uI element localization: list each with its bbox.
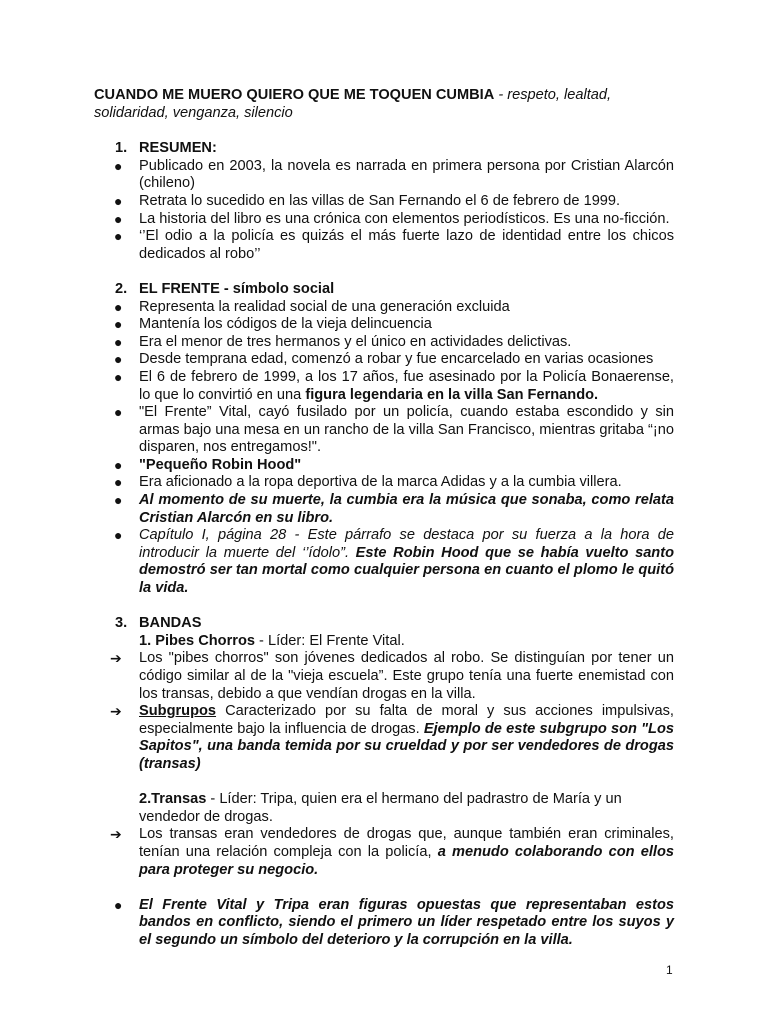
list-item bbox=[94, 351, 674, 369]
bullet-icon: ● bbox=[114, 368, 123, 385]
bullet-icon: ● bbox=[114, 192, 123, 209]
title-main: CUANDO ME MUERO QUIERO QUE ME TOQUEN CUMBIA bbox=[94, 87, 495, 103]
bullet-icon: ● bbox=[114, 351, 123, 368]
list-item-text: Era aficionado a la ropa deportiva de la marca Adidas y a la cumbia villera. bbox=[139, 474, 622, 491]
group-leader: - Líder: Tripa, quien era el hermano del padrastro de María y un vendedor de drogas. bbox=[139, 791, 622, 825]
list-item-text: Representa la realidad social de una generación excluida bbox=[139, 298, 510, 315]
list-item bbox=[94, 650, 674, 703]
bullet-icon: ● bbox=[114, 333, 123, 350]
bullet-icon: ● bbox=[114, 527, 123, 544]
list-item bbox=[94, 228, 674, 263]
list-item-text: La historia del libro es una crónica con elementos periodísticos. Es una no-ficción. bbox=[139, 210, 670, 227]
list-item-italic-text: Capítulo I, página 28 - Este párrafo se destaca por su fuerza a la hora de introducir la muerte del ‘’ídolo”. bbox=[139, 527, 674, 561]
list-item-bold-text: figura legendaria en la villa San Fernando. bbox=[305, 386, 599, 403]
list-item-text: Era el menor de tres hermanos y el único en actividades delictivas. bbox=[139, 333, 572, 350]
list-item bbox=[94, 299, 674, 317]
list-item-text: ‘’El odio a la policía es quizás el más fuerte lazo de identidad entre los chicos dedicados al robo’’ bbox=[139, 228, 674, 262]
spacer bbox=[94, 263, 674, 281]
section-bandas-heading bbox=[94, 615, 674, 633]
bullet-icon: ● bbox=[114, 316, 123, 333]
list-item bbox=[94, 193, 674, 211]
list-item bbox=[94, 158, 674, 193]
spacer bbox=[94, 598, 674, 616]
arrow-right-icon: ➔ bbox=[110, 703, 122, 720]
title-separator: - bbox=[494, 87, 508, 103]
list-item bbox=[94, 492, 674, 527]
group-name: 2.Transas bbox=[139, 791, 207, 808]
list-item bbox=[94, 897, 674, 950]
list-item-text: Publicado en 2003, la novela es narrada en primera persona por Cristian Alarcón (chileno) bbox=[139, 157, 674, 192]
arrow-right-icon: ➔ bbox=[110, 650, 122, 667]
section-number: 3. bbox=[115, 615, 128, 632]
group-name: 1. Pibes Chorros bbox=[139, 632, 255, 649]
title-themes: respeto, lealtad, solidaridad, venganza, silencio bbox=[94, 87, 612, 121]
list-item-text: Mantenía los códigos de la vieja delincuencia bbox=[139, 316, 432, 333]
list-item bbox=[94, 334, 674, 352]
list-item-text: Los "pibes chorros" son jóvenes dedicados al robo. Se distinguían por tener un código similar al de la "vieja escuela”. Este grupo tenía una fuerte enemistad con los transas, debido a que vendían drogas en la villa. bbox=[139, 650, 674, 702]
list-item bbox=[94, 826, 674, 879]
list-item-text: "El Frente” Vital, cayó fusilado por un policía, cuando estaba escondido y sin armas bajo una mesa en un rancho de la villa San Francisco, mientras gritaba “¡no disparen, nos entregamos!". bbox=[139, 404, 674, 456]
list-item bbox=[94, 404, 674, 457]
list-item-bold-italic-text: a menudo colaborando con ellos para proteger su negocio. bbox=[139, 843, 674, 878]
section-el-frente-heading bbox=[94, 281, 674, 299]
list-item bbox=[94, 703, 674, 773]
list-item-text: Los transas eran vendedores de drogas que, aunque también eran criminales, tenían una relación compleja con la policía, bbox=[139, 826, 674, 860]
section-title: RESUMEN: bbox=[139, 140, 217, 157]
section-resumen-heading bbox=[94, 140, 674, 158]
list-item bbox=[94, 369, 674, 404]
list-item bbox=[94, 527, 674, 597]
arrow-right-icon: ➔ bbox=[110, 826, 122, 843]
bullet-icon: ● bbox=[114, 896, 123, 913]
bullet-icon: ● bbox=[114, 228, 123, 245]
list-item-text: Retrata lo sucedido en las villas de San Fernando el 6 de febrero de 1999. bbox=[139, 192, 621, 209]
bullet-icon: ● bbox=[114, 404, 123, 421]
bullet-icon: ● bbox=[114, 210, 123, 227]
spacer bbox=[94, 774, 674, 792]
list-item-bold-italic-text: Ejemplo de este subgrupo son "Los Sapitos", una banda temida por su crueldad y por ser vendedores de drogas (transas) bbox=[139, 720, 675, 772]
list-item bbox=[94, 474, 674, 492]
subgroups-label: Subgrupos bbox=[139, 703, 217, 720]
conclusion-text: El Frente Vital y Tripa eran figuras opuestas que representaban estos bandos en conflicto, siendo el primero un líder respetado entre los suyos y el segundo un símbolo del deterioro y la corrupción en la villa. bbox=[139, 896, 674, 948]
bullet-icon: ● bbox=[114, 157, 123, 174]
list-item bbox=[94, 457, 674, 475]
list-item-text: El 6 de febrero de 1999, a los 17 años, fue asesinado por la Policía Bonaerense, lo que lo convirtió en una bbox=[139, 368, 674, 403]
list-item bbox=[94, 211, 674, 229]
list-item-text: Caracterizado por su falta de moral y sus acciones impulsivas, especialmente bajo la influencia de drogas. bbox=[139, 703, 674, 737]
spacer bbox=[94, 879, 674, 897]
page-number: 1 bbox=[666, 963, 673, 977]
list-item bbox=[94, 316, 674, 334]
document-body bbox=[94, 87, 674, 950]
list-item-bold-text: "Pequeño Robin Hood" bbox=[139, 456, 302, 473]
bullet-icon: ● bbox=[114, 298, 123, 315]
section-number: 1. bbox=[115, 140, 128, 157]
section-number: 2. bbox=[115, 280, 128, 297]
bullet-icon: ● bbox=[114, 474, 123, 491]
bullet-icon: ● bbox=[114, 456, 123, 473]
list-item-bold-italic-text: Este Robin Hood que se había vuelto santo demostró ser tan mortal como cualquier persona en cuanto el plomo le quitó la vida. bbox=[139, 544, 674, 597]
bullet-icon: ● bbox=[114, 492, 123, 509]
list-item-text: Desde temprana edad, comenzó a robar y fue encarcelado en varias ocasiones bbox=[139, 351, 654, 368]
document-title bbox=[94, 87, 674, 122]
group-transas-heading bbox=[94, 791, 674, 826]
group-pibes-chorros-heading bbox=[94, 633, 674, 651]
list-item-bold-italic-text: Al momento de su muerte, la cumbia era la música que sonaba, como relata Cristian Alarcón en su libro. bbox=[139, 492, 674, 526]
section-title: BANDAS bbox=[139, 615, 202, 632]
section-title: EL FRENTE - símbolo social bbox=[139, 280, 335, 297]
group-leader: - Líder: El Frente Vital. bbox=[254, 632, 405, 649]
